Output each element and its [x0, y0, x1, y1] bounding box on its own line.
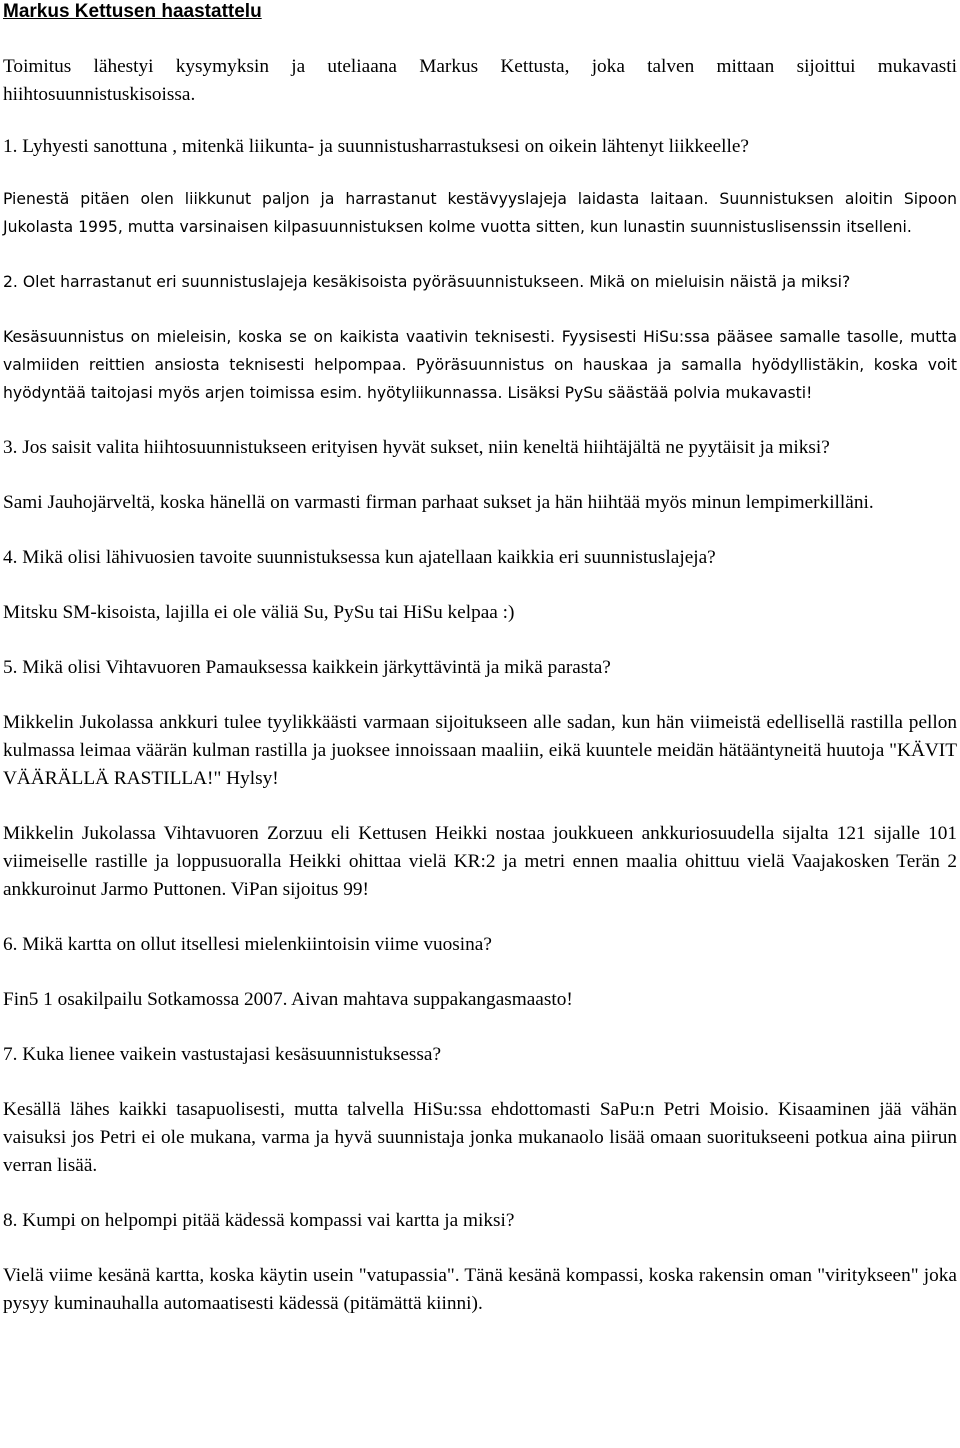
question-6: 6. Mikä kartta on ollut itsellesi mielenkiintoisin viime vuosina?	[3, 934, 492, 955]
document-page	[3, 0, 957, 1318]
question-8: 8. Kumpi on helpompi pitää kädessä kompassi vai kartta ja miksi?	[3, 1210, 515, 1231]
answer-8: Vielä viime kesänä kartta, koska käytin usein "vatupassia". Tänä kesänä kompassi, koska rakensin oman "viritykseen" joka pysyy kuminauhalla automaatisesti kädessä (pitämättä kiinni).	[3, 1265, 957, 1314]
answer-3: Sami Jauhojärveltä, koska hänellä on varmasti firman parhaat sukset ja hän hiihtää myös minun lempimerkilläni.	[3, 492, 874, 513]
question-3: 3. Jos saisit valita hiihtosuunnistukseen erityisen hyvät sukset, niin keneltä hiihtäjältä ne pyytäisit ja miksi?	[3, 437, 830, 458]
page-title: Markus Kettusen haastattelu	[3, 1, 262, 22]
answer-4: Mitsku SM-kisoista, lajilla ei ole väliä Su, PySu tai HiSu kelpaa :)	[3, 602, 515, 623]
question-5: 5. Mikä olisi Vihtavuoren Pamauksessa kaikkein järkyttävintä ja mikä parasta?	[3, 657, 611, 678]
question-4: 4. Mikä olisi lähivuosien tavoite suunnistuksessa kun ajatellaan kaikkia eri suunnistuslajeja?	[3, 547, 716, 568]
intro-paragraph: Toimitus lähestyi kysymyksin ja uteliaana Markus Kettusta, joka talven mittaan sijoittui mukavasti hiihtosuunnistuskisoissa.	[3, 56, 957, 105]
question-7: 7. Kuka lienee vaikein vastustajasi kesäsuunnistuksessa?	[3, 1044, 442, 1065]
question-1: 1. Lyhyesti sanottuna , mitenkä liikunta- ja suunnistusharrastuksesi on oikein lähtenyt liikkeelle?	[3, 136, 749, 157]
answer-1: Pienestä pitäen olen liikkunut paljon ja harrastanut kestävyyslajeja laidasta laitaan. Suunnistuksen aloitin Sipoon Jukolasta 1995, mutta varsinaisen kilpasuunnistuksen kolme vuotta sitten, kun lunastin suunnistuslisenssin itselleni.	[3, 190, 957, 236]
answer-6: Fin5 1 osakilpailu Sotkamossa 2007. Aivan mahtava suppakangasmaasto!	[3, 989, 573, 1010]
answer-2: Kesäsuunnistus on mieleisin, koska se on kaikista vaativin teknisesti. Fyysisesti HiSu:ssa pääsee samalle tasolle, mutta valmiiden reittien ansiosta teknisesti helpompaa. Pyöräsuunnistus on hauskaa ja samalla hyödyllistäkin, koska voit hyödyntää taitojasi myös arjen toimissa esim. hyötyliikunnassa. Lisäksi PySu säästää polvia mukavasti!	[3, 328, 957, 402]
answer-5-continued: Mikkelin Jukolassa Vihtavuoren Zorzuu eli Kettusen Heikki nostaa joukkueen ankkuriosuudella sijalta 121 sijalle 101 viimeiselle rastille ja loppusuoralla Heikki ohittaa vielä KR:2 ja metri ennen maalia ohittuu vielä Vaajakosken Terän 2 ankkuroinut Jarmo Puttonen. ViPan sijoitus 99!	[3, 823, 957, 900]
answer-5: Mikkelin Jukolassa ankkuri tulee tyylikkäästi varmaan sijoitukseen alle sadan, kun hän viimeistä edellisellä rastilla pellon kulmassa leimaa väärän kulman rastilla ja juoksee innoissaan maaliin, eikä kuuntele meidän hätääntyneitä huutoja "KÄVIT VÄÄRÄLLÄ RASTILLA!" Hylsy!	[3, 712, 957, 789]
answer-7: Kesällä lähes kaikki tasapuolisesti, mutta talvella HiSu:ssa ehdottomasti SaPu:n Petri Moisio. Kisaaminen jää vähän vaisuksi jos Petri ei ole mukana, varma ja hyvä suunnistaja jonka mukanaolo lisää omaan suoritukseeni potkua aina piirun verran lisää.	[3, 1099, 957, 1176]
question-2: 2. Olet harrastanut eri suunnistuslajeja kesäkisoista pyöräsuunnistukseen. Mikä on mieluisin näistä ja miksi?	[3, 273, 851, 291]
